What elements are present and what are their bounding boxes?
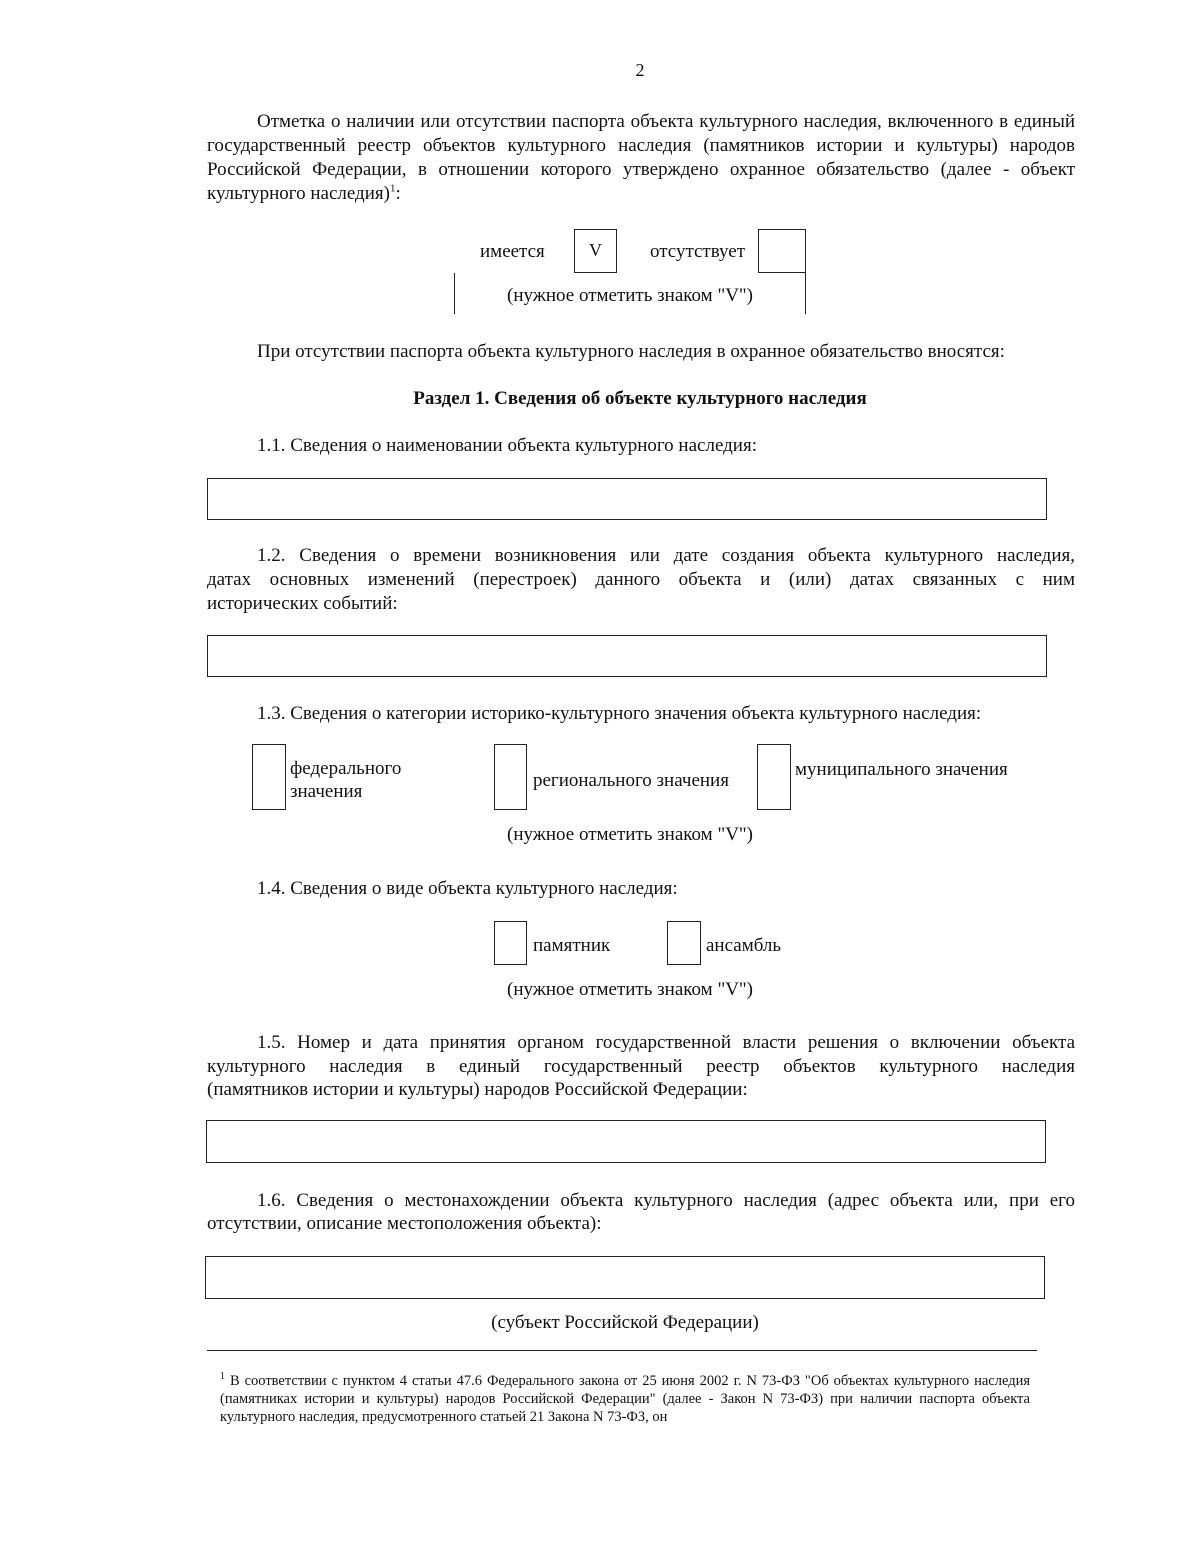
kind-monument-checkbox[interactable] bbox=[494, 921, 527, 965]
intro-paragraph bbox=[207, 110, 1075, 206]
kind-hint: (нужное отметить знаком "V") bbox=[507, 979, 753, 1000]
footnote bbox=[220, 1368, 1030, 1426]
kind-ensemble-checkbox[interactable] bbox=[667, 921, 701, 965]
passport-hint: (нужное отметить знаком "V") bbox=[507, 285, 753, 306]
subject-caption: (субъект Российской Федерации) bbox=[491, 1312, 759, 1333]
subject-field[interactable] bbox=[205, 1256, 1045, 1299]
item-1-5-line3: (памятников истории и культуры) народов Российской Федерации: bbox=[207, 1079, 748, 1100]
category-hint: (нужное отметить знаком "V") bbox=[507, 824, 753, 845]
item-1-3-label: 1.3. Сведения о категории историко-культурного значения объекта культурного наследия: bbox=[257, 703, 982, 724]
passport-present-label: имеется bbox=[480, 241, 545, 262]
footnote-ref[interactable]: 1 bbox=[389, 182, 396, 195]
category-municipal-label: муниципального значения bbox=[795, 759, 1008, 780]
category-regional-checkbox[interactable] bbox=[494, 744, 527, 810]
item-1-2-line1: 1.2. Сведения о времени возникновения или дате создания объекта культурного наследия, bbox=[257, 545, 1075, 566]
intro-text: Отметка о наличии или отсутствии паспорта объекта культурного наследия, включенного в единый государственный реестр объектов культурного наследия (памятников истории и культуры) народов Российской Федерации, в отношении которого утверждено охранное обязательство (далее - объект культурного наследия) bbox=[207, 111, 1075, 204]
category-federal-label-1: федерального bbox=[290, 758, 402, 779]
item-1-6-line2: отсутствии, описание местоположения объекта): bbox=[207, 1213, 602, 1234]
passport-present-checkbox[interactable]: V bbox=[574, 229, 617, 273]
item-1-6-line1: 1.6. Сведения о местонахождении объекта культурного наследия (адрес объекта или, при его bbox=[257, 1190, 1075, 1211]
intro-tail: : bbox=[395, 183, 401, 204]
kind-monument-label: памятник bbox=[533, 935, 611, 956]
footnote-marker: 1 bbox=[220, 1371, 225, 1382]
registry-decision-field[interactable] bbox=[206, 1120, 1046, 1163]
dates-field[interactable] bbox=[207, 635, 1047, 677]
item-1-2-line3: исторических событий: bbox=[207, 593, 398, 614]
passport-absent-checkbox[interactable] bbox=[758, 229, 806, 273]
footnote-text: В соответствии с пунктом 4 статьи 47.6 Федерального закона от 25 июня 2002 г. N 73-ФЗ "Об объектах культурного наследия (памятниках истории и культуры) народов Российской Федерации" (далее - Закон N 73-ФЗ) при наличии паспорта объекта культурного наследия, предусмотренного статьей 21 Закона N 73-ФЗ, он bbox=[220, 1372, 1030, 1425]
item-1-5-line1: 1.5. Номер и дата принятия органом государственной власти решения о включении объекта bbox=[257, 1032, 1075, 1053]
name-field[interactable] bbox=[207, 478, 1047, 520]
item-1-1-label: 1.1. Сведения о наименовании объекта культурного наследия: bbox=[257, 435, 757, 456]
kind-ensemble-label: ансамбль bbox=[706, 935, 782, 956]
item-1-4-label: 1.4. Сведения о виде объекта культурного наследия: bbox=[257, 878, 678, 899]
absence-note: При отсутствии паспорта объекта культурного наследия в охранное обязательство вносятся: bbox=[257, 341, 1005, 362]
section-title: Раздел 1. Сведения об объекте культурного наследия bbox=[413, 388, 867, 409]
category-federal-label-2: значения bbox=[290, 781, 363, 802]
footnote-separator bbox=[207, 1350, 1037, 1351]
item-1-2-line2: датах основных изменений (перестроек) данного объекта и (или) датах связанных с ним bbox=[207, 569, 1075, 590]
category-municipal-checkbox[interactable] bbox=[757, 744, 791, 810]
category-federal-checkbox[interactable] bbox=[252, 744, 286, 810]
page-number: 2 bbox=[635, 60, 645, 80]
passport-frame-right bbox=[805, 273, 806, 314]
passport-absent-label: отсутствует bbox=[650, 241, 746, 262]
category-regional-label: регионального значения bbox=[533, 770, 729, 791]
item-1-5-line2: культурного наследия в единый государственный реестр объектов культурного наследия bbox=[207, 1056, 1075, 1077]
